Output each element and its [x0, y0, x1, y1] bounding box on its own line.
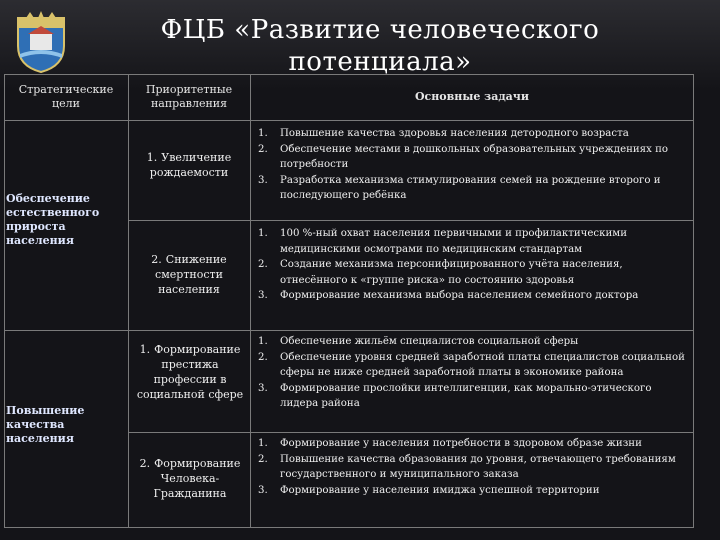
tasks-block-prestige — [258, 334, 686, 412]
task-item: 1. Формирование у населения потребности в здоровом образе жизни — [258, 438, 642, 449]
task-item: 1. Повышение качества здоровья населения детородного возраста — [258, 128, 629, 139]
direction-label: Снижение смертности населения — [155, 253, 227, 296]
direction-number: 2. — [139, 457, 151, 470]
goal-population-quality: Повышение качества населения — [6, 404, 85, 445]
task-item: 1. 100 %-ный охват населения первичными и профилактическими медицинскими осмотрами по медицинским стандартам — [258, 228, 628, 255]
direction-label: Увеличение рождаемости — [149, 151, 232, 179]
direction-birth-rate — [134, 150, 244, 180]
direction-label: Формирование Человека-Гражданина — [153, 457, 241, 500]
header-tasks: Основные задачи — [414, 90, 530, 103]
direction-mortality — [134, 252, 244, 297]
direction-number: 1. — [146, 151, 158, 164]
direction-number: 2. — [151, 253, 162, 266]
page-title: ФЦБ «Развитие человеческого потенциала» — [160, 15, 600, 77]
header-directions: Приоритетные направления — [145, 83, 233, 110]
task-item: 2. Обеспечение местами в дошкольных образовательных учреждениях по потребности — [258, 143, 669, 171]
coat-of-arms-icon — [14, 10, 68, 74]
task-item: 3. Формирование у населения имиджа успешной территории — [258, 484, 600, 496]
task-item: 3. Разработка механизма стимулирования семей на рождение второго и последующего ребёнка — [258, 174, 661, 202]
tasks-block-mortality — [258, 226, 686, 304]
direction-prestige — [134, 342, 246, 402]
direction-number: 1. — [139, 343, 151, 356]
direction-label: Формирование престижа профессии в социальной сфере — [136, 343, 244, 401]
task-item: 3. Формирование прослойки интеллигенции, как морально-этического лидера района — [258, 382, 652, 410]
task-item: 3. Формирование механизма выбора населением семейного доктора — [258, 290, 639, 302]
task-item: 2. Обеспечение уровня средней заработной платы специалистов социальной сферы не ниже средней заработной платы в экономике района — [258, 351, 685, 379]
tasks-block-birth-rate — [258, 126, 686, 204]
task-item: 2. Повышение качества образования до уровня, отвечающего требованиям государственного и муниципального заказа — [258, 453, 676, 481]
header-goals: Стратегические цели — [18, 83, 114, 110]
goal-natural-growth: Обеспечение естественного прироста населения — [6, 192, 100, 247]
task-item: 2. Создание механизма персонифицированного учёта населения, отнесённого к «группе риска» по состоянию здоровья — [258, 259, 623, 286]
tasks-block-citizen — [258, 436, 686, 498]
task-item: 1. Обеспечение жильём специалистов социальной сферы — [258, 336, 579, 347]
direction-citizen — [134, 456, 246, 501]
